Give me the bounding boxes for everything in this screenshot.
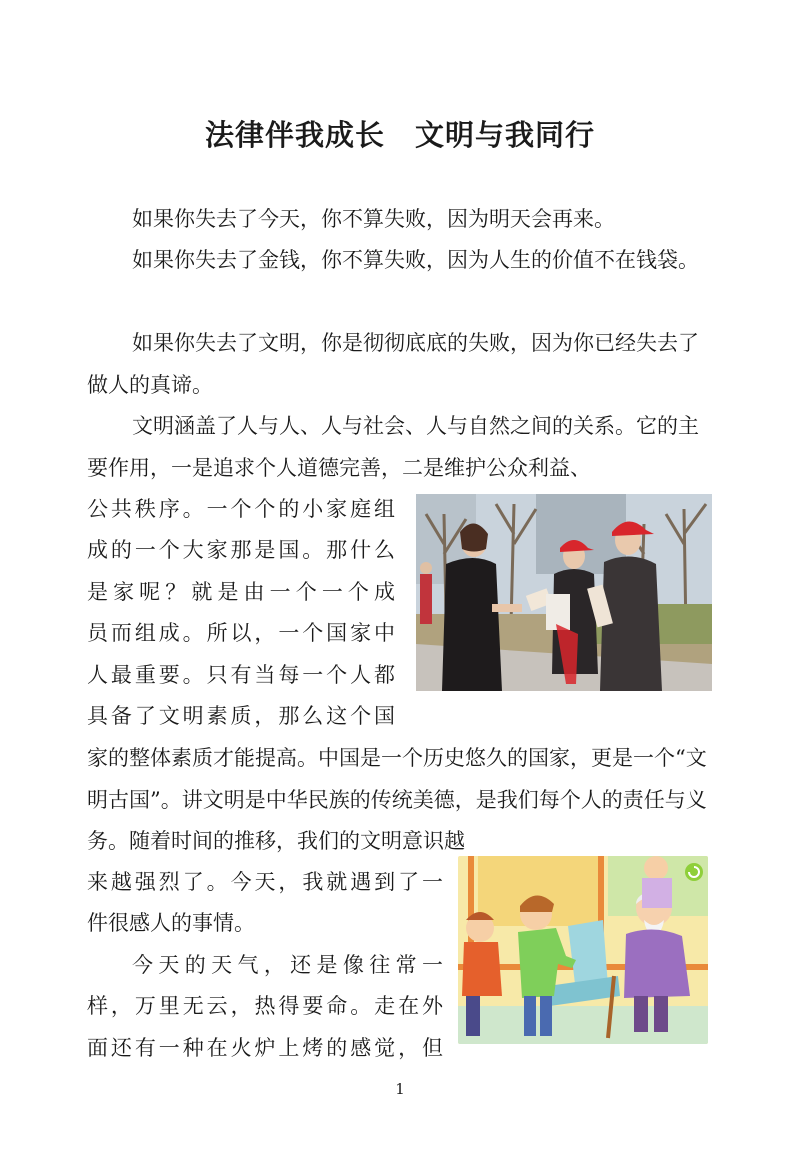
- paragraph-4-continued: 家的整体素质才能提高。中国是一个历史悠久的国家，更是一个“文明古国”。讲文明是中华民族的传统美德，是我们每个人的责任与义务。随着时间的推移，我们的文明意识越: [87, 746, 707, 853]
- text-line: 样，万里无云，热得要命。走在外: [87, 994, 443, 1018]
- paragraph-4-start: 文明涵盖了人与人、人与社会、人与自然之间的关系。它的主要作用，一是追求个人道德完善，二是维护公众利益、: [87, 414, 699, 480]
- text-line: 面还有一种在火炉上烤的感觉，但: [87, 1036, 443, 1060]
- paragraph-2: 如果你失去了金钱，你不算失败，因为人生的价值不在钱袋。: [132, 248, 699, 272]
- text-line: 公共秩序。一个个的小家庭组: [87, 497, 395, 521]
- paragraph-3: 如果你失去了文明，你是彻彻底底的失败，因为你已经失去了做人的真谛。: [87, 331, 699, 397]
- page-title: 法律伴我成长 文明与我同行: [204, 118, 595, 152]
- page-number: 1: [395, 1080, 405, 1098]
- volunteers-photo: [416, 494, 712, 691]
- text-line: 今天的天气，还是像往常一: [132, 953, 443, 977]
- seat-giving-illustration: [458, 856, 708, 1044]
- text-line: 具备了文明素质，那么这个国: [87, 704, 395, 728]
- text-line: 件很感人的事情。: [87, 911, 255, 935]
- text-line: 是家呢？就是由一个一个成: [87, 580, 395, 604]
- text-line: 员而组成。所以，一个国家中: [87, 621, 395, 645]
- paragraph-1: 如果你失去了今天，你不算失败，因为明天会再来。: [132, 207, 615, 231]
- text-line: 人最重要。只有当每一个人都: [87, 663, 395, 687]
- text-line: 成的一个大家那是国。那什么: [87, 538, 395, 562]
- text-line: 来越强烈了。今天，我就遇到了一: [87, 870, 443, 894]
